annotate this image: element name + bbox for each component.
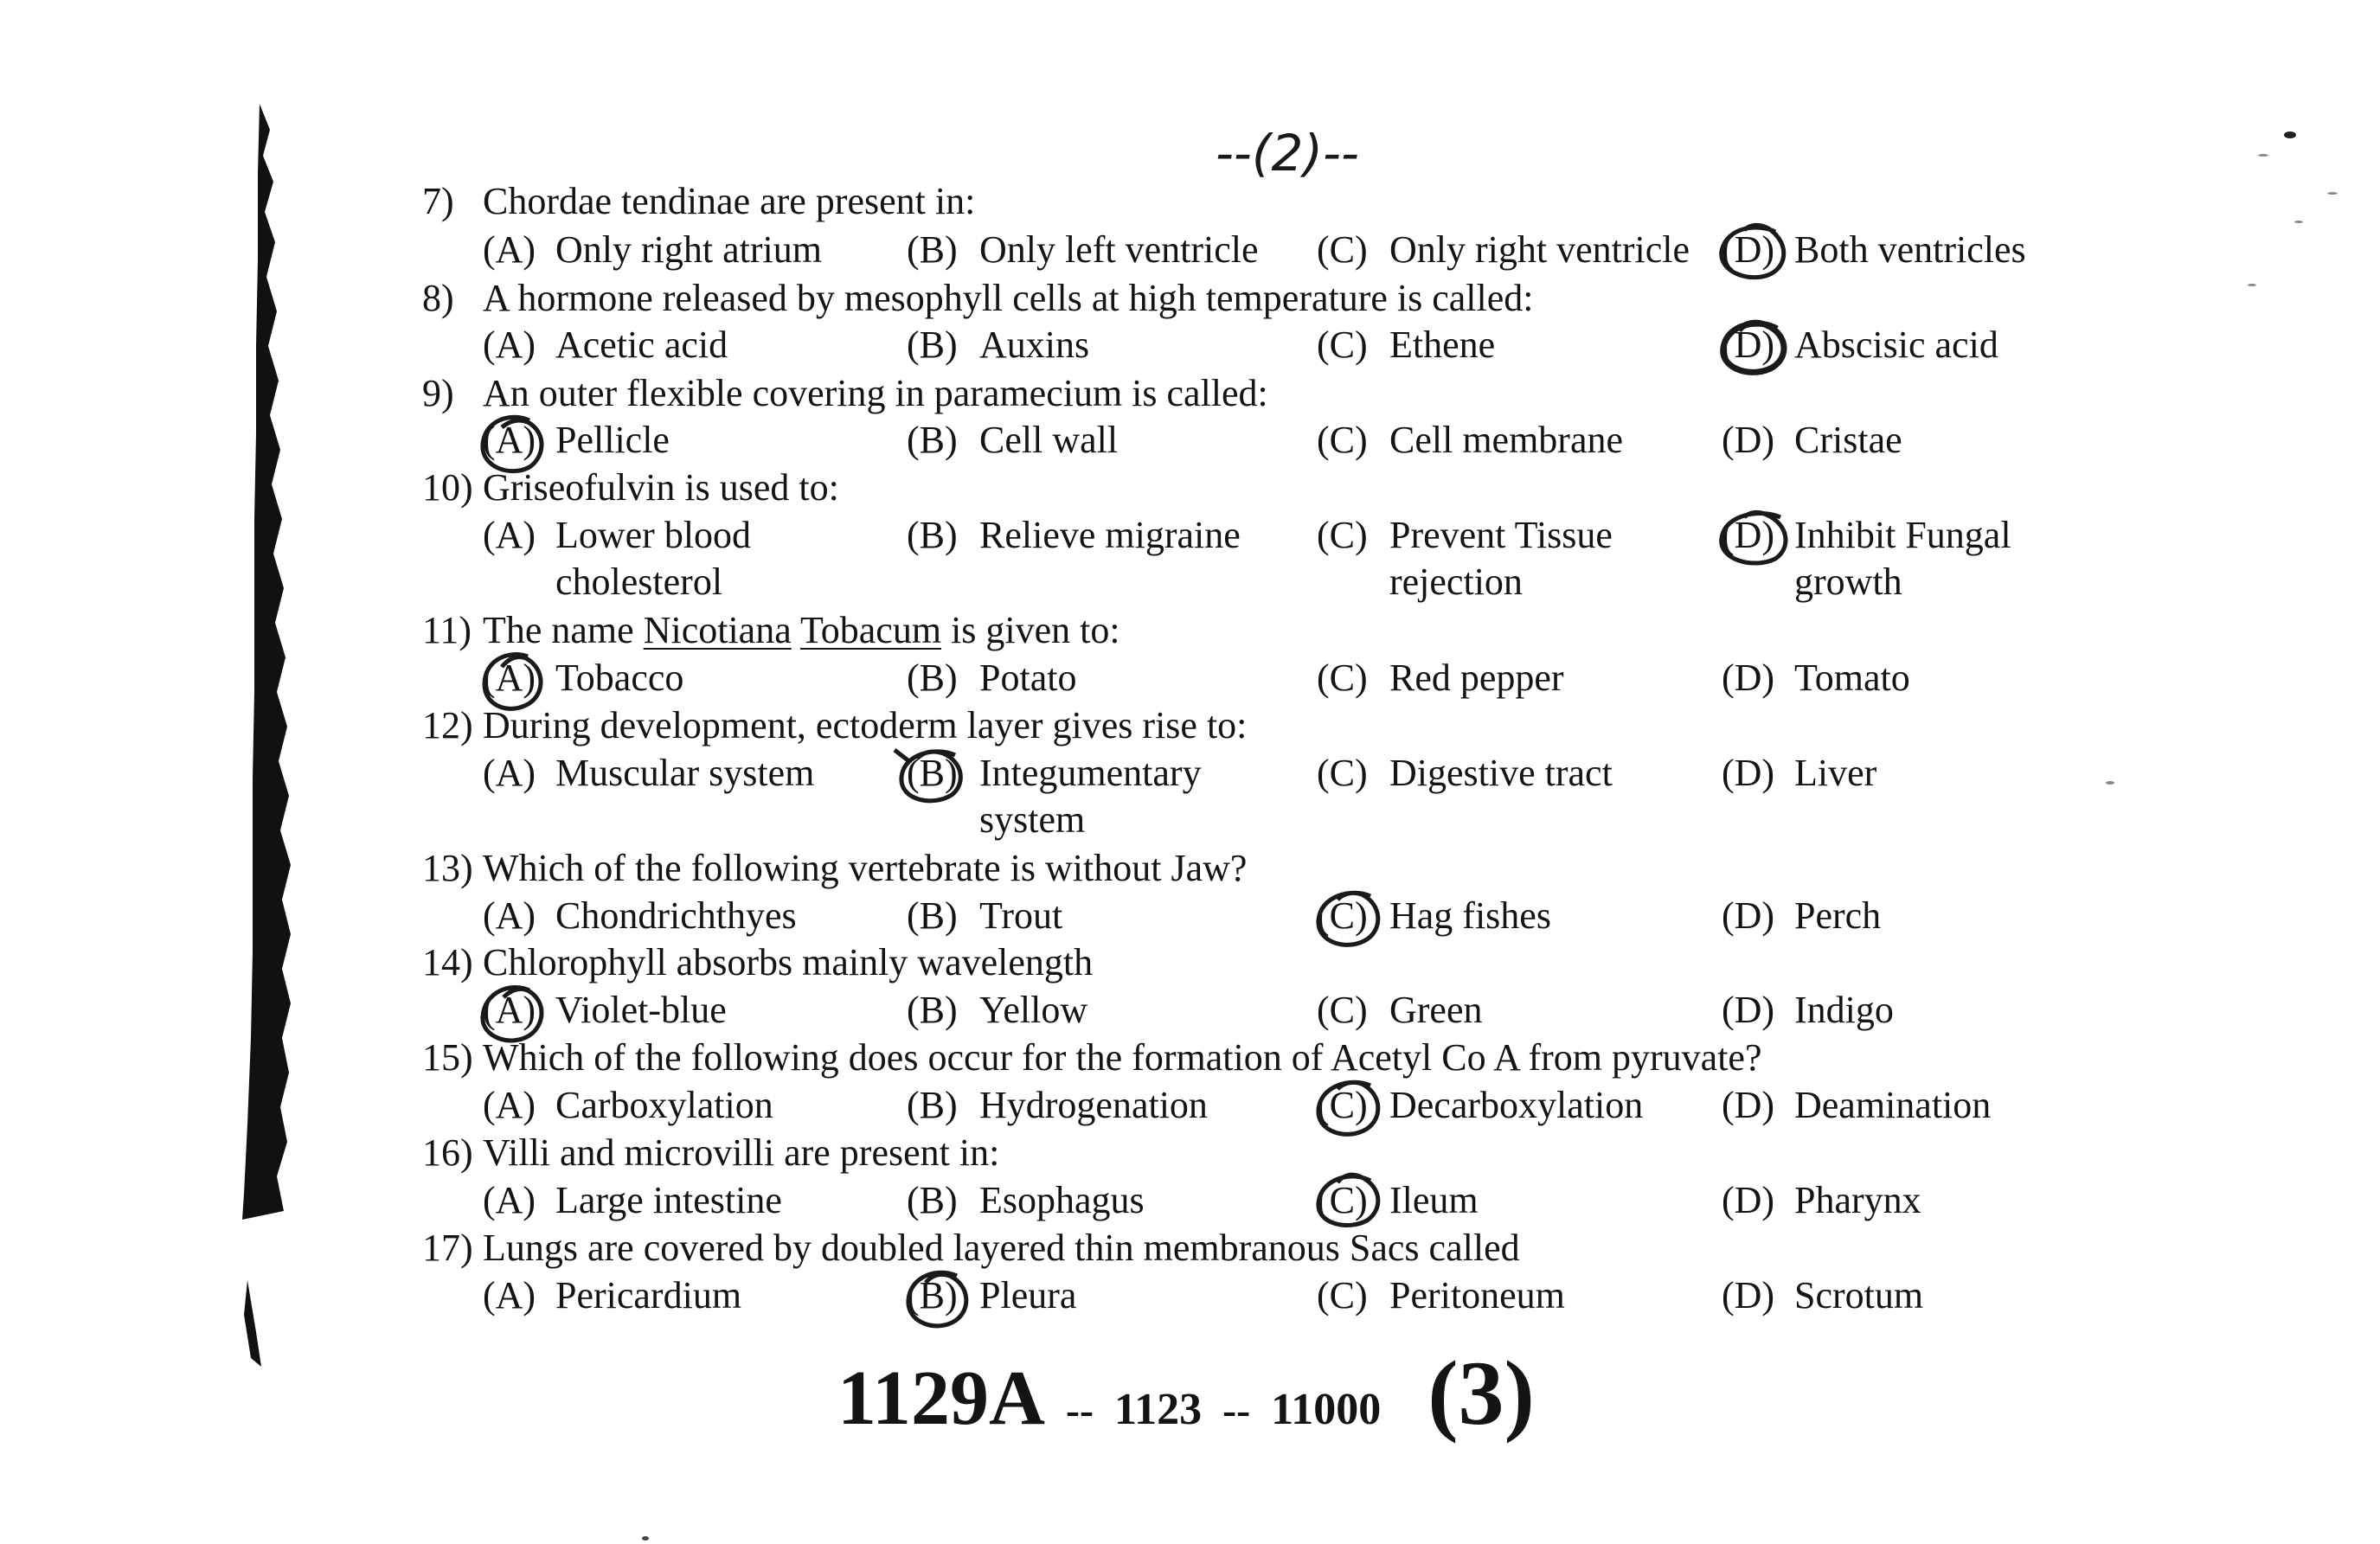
underlined-species: Tobacum <box>799 609 942 651</box>
option-16d <box>1722 1177 1921 1224</box>
option-label: (C) <box>1317 657 1368 699</box>
option-15b <box>907 1082 1208 1129</box>
option-label: (B) <box>907 419 958 461</box>
question-text: The name Nicotiana Tobacum is given to: <box>483 609 1120 651</box>
option-text: Tobacco <box>555 657 684 699</box>
page-number: (3) <box>1427 1342 1535 1444</box>
question-8 <box>422 275 1534 322</box>
option-text: Trout <box>979 894 1063 937</box>
question-number: 15) <box>422 1036 473 1079</box>
option-text: Only left ventricle <box>979 228 1259 271</box>
option-label: (C) <box>1317 514 1368 556</box>
question-text: Chlorophyll absorbs mainly wavelength <box>483 941 1094 983</box>
question-number: 14) <box>422 941 473 983</box>
question-text: A hormone released by mesophyll cells at high temperature is called: <box>483 277 1534 319</box>
question-number: 8) <box>422 277 454 319</box>
option-text: Only right atrium <box>555 228 822 271</box>
scan-speck <box>2258 154 2268 157</box>
option-text-line-1: Integumentary <box>979 752 1202 794</box>
scan-speck <box>2106 781 2114 785</box>
option-8a <box>483 322 728 368</box>
option-15d <box>1722 1082 1991 1129</box>
question-text: Which of the following vertebrate is without Jaw? <box>483 847 1248 889</box>
question-number: 10) <box>422 466 473 509</box>
question-14 <box>422 939 1093 986</box>
question-number: 11) <box>422 609 472 651</box>
option-12c <box>1317 750 1613 797</box>
option-text: Decarboxylation <box>1389 1084 1644 1126</box>
question-12 <box>422 702 1247 749</box>
option-17b <box>907 1272 1076 1319</box>
option-7b <box>907 227 1259 273</box>
option-11d <box>1722 655 1910 702</box>
option-label: (C) <box>1317 1179 1368 1221</box>
option-label: (D) <box>1722 324 1775 366</box>
option-label: (A) <box>483 324 536 366</box>
option-label: (A) <box>483 989 536 1031</box>
option-text: Auxins <box>979 324 1090 366</box>
option-text: Both ventricles <box>1794 228 2026 271</box>
footer-number-1: 1123 <box>1114 1385 1203 1434</box>
option-text: Liver <box>1794 752 1877 794</box>
option-label: (C) <box>1317 894 1368 937</box>
question-11 <box>422 607 1120 654</box>
question-16 <box>422 1130 999 1176</box>
option-label: (D) <box>1722 228 1775 271</box>
option-label: (A) <box>483 419 536 461</box>
option-label: (D) <box>1722 1179 1775 1221</box>
option-label: (A) <box>483 1179 536 1221</box>
option-label: (D) <box>1722 989 1775 1031</box>
option-text-line-2: growth <box>1794 561 1902 603</box>
option-text-line-1: Inhibit Fungal <box>1794 514 2011 556</box>
underlined-genus: Nicotiana <box>643 609 792 651</box>
scan-speck <box>2284 131 2296 138</box>
option-9a <box>483 417 670 464</box>
option-text: Hag fishes <box>1389 894 1551 937</box>
option-17a <box>483 1272 741 1319</box>
paper-footer <box>837 1341 1535 1446</box>
question-text: Villi and microvilli are present in: <box>483 1131 1000 1174</box>
option-11a <box>483 655 683 702</box>
option-label: (C) <box>1317 752 1368 794</box>
footer-separator: -- <box>1222 1387 1251 1433</box>
option-text: Muscular system <box>555 752 815 794</box>
option-13b <box>907 893 1062 939</box>
scan-speck <box>642 1536 649 1541</box>
question-number: 17) <box>422 1227 473 1269</box>
option-8d <box>1722 322 1998 368</box>
option-text: Hydrogenation <box>979 1084 1208 1126</box>
handwritten-page-marker <box>1216 117 1492 195</box>
option-label: (B) <box>907 752 958 794</box>
option-label: (D) <box>1722 657 1775 699</box>
option-label: (D) <box>1722 514 1775 556</box>
question-text: An outer flexible covering in paramecium is called: <box>483 372 1268 414</box>
option-17c <box>1317 1272 1565 1319</box>
question-number: 9) <box>422 372 454 414</box>
option-10b <box>907 512 1241 559</box>
question-15 <box>422 1035 1762 1081</box>
question-text: Which of the following does occur for the formation of Acetyl Co A from pyruvate? <box>483 1036 1762 1079</box>
option-text: Cristae <box>1794 419 1902 461</box>
option-text: Large intestine <box>555 1179 782 1221</box>
question-text: Lungs are covered by doubled layered thin membranous Sacs called <box>483 1227 1520 1269</box>
option-label: (A) <box>483 752 536 794</box>
option-label: (C) <box>1317 989 1368 1031</box>
option-label: (B) <box>907 1274 958 1317</box>
option-8c <box>1317 322 1495 368</box>
option-label: (A) <box>483 1274 536 1317</box>
question-10 <box>422 464 839 511</box>
option-text: Pharynx <box>1794 1179 1921 1221</box>
option-text: Cell membrane <box>1389 419 1624 461</box>
option-text: Acetic acid <box>555 324 728 366</box>
option-15c <box>1317 1082 1643 1129</box>
option-text-line-2: cholesterol <box>555 561 723 603</box>
option-text-line-2: rejection <box>1389 561 1523 603</box>
option-9d <box>1722 417 1902 464</box>
footer-number-2: 11000 <box>1271 1385 1382 1434</box>
question-number: 12) <box>422 704 473 746</box>
option-text-line-1: Lower blood <box>555 514 752 556</box>
option-10a <box>483 512 751 605</box>
option-label: (D) <box>1722 419 1775 461</box>
option-label: (A) <box>483 514 536 556</box>
option-10d <box>1722 512 2011 605</box>
option-text: Perch <box>1794 894 1882 937</box>
option-text: Only right ventricle <box>1389 228 1690 271</box>
option-14a <box>483 987 727 1034</box>
option-text: Peritoneum <box>1389 1274 1565 1317</box>
question-text: During development, ectoderm layer gives rise to: <box>483 704 1248 746</box>
scan-speck <box>2248 284 2256 286</box>
option-text: Red pepper <box>1389 657 1564 699</box>
option-12b <box>907 750 1202 843</box>
option-7d <box>1722 227 2026 273</box>
option-label: (A) <box>483 657 536 699</box>
question-9 <box>422 370 1268 417</box>
option-7a <box>483 227 822 273</box>
option-13d <box>1722 893 1881 939</box>
option-text: Esophagus <box>979 1179 1145 1221</box>
option-text: Yellow <box>979 989 1088 1031</box>
option-label: (B) <box>907 514 958 556</box>
option-7c <box>1317 227 1690 273</box>
option-text: Scrotum <box>1794 1274 1924 1317</box>
option-16c <box>1317 1177 1479 1224</box>
question-17 <box>422 1225 1520 1272</box>
option-label: (C) <box>1317 228 1368 271</box>
option-label: (C) <box>1317 1274 1368 1317</box>
option-label: (B) <box>907 1179 958 1221</box>
option-8b <box>907 322 1089 368</box>
option-label: (B) <box>907 1084 958 1126</box>
question-text: Griseofulvin is used to: <box>483 466 839 509</box>
option-text: Indigo <box>1794 989 1894 1031</box>
option-text: Ethene <box>1389 324 1496 366</box>
option-label: (D) <box>1722 894 1775 937</box>
question-number: 7) <box>422 180 454 222</box>
option-label: (A) <box>483 228 536 271</box>
binding-edge <box>0 0 294 1544</box>
option-text: Violet-blue <box>555 989 727 1031</box>
question-13 <box>422 845 1247 892</box>
option-text: Pellicle <box>555 419 670 461</box>
option-12a <box>483 750 814 797</box>
option-label: (C) <box>1317 419 1368 461</box>
option-text: Deamination <box>1794 1084 1992 1126</box>
option-13a <box>483 893 797 939</box>
option-text: Potato <box>979 657 1077 699</box>
option-text: Digestive tract <box>1389 752 1613 794</box>
option-label: (B) <box>907 657 958 699</box>
scan-speck <box>2327 192 2338 195</box>
option-text-line-1: Prevent Tissue <box>1389 514 1613 556</box>
option-15a <box>483 1082 773 1129</box>
option-label: (C) <box>1317 324 1368 366</box>
option-16b <box>907 1177 1145 1224</box>
page-marker-text: --(2)-- <box>1216 124 1359 183</box>
question-number: 16) <box>422 1131 473 1174</box>
option-label: (A) <box>483 1084 536 1126</box>
option-text: Chondrichthyes <box>555 894 797 937</box>
option-label: (A) <box>483 894 536 937</box>
option-text: Tomato <box>1794 657 1910 699</box>
option-10c <box>1317 512 1613 605</box>
option-17d <box>1722 1272 1923 1319</box>
option-text: Green <box>1389 989 1483 1031</box>
option-12d <box>1722 750 1876 797</box>
option-text: Pleura <box>979 1274 1077 1317</box>
option-text: Carboxylation <box>555 1084 773 1126</box>
option-label: (D) <box>1722 1274 1775 1317</box>
option-label: (B) <box>907 894 958 937</box>
footer-separator: -- <box>1066 1387 1094 1433</box>
option-text: Pericardium <box>555 1274 742 1317</box>
option-label: (B) <box>907 989 958 1031</box>
option-label: (C) <box>1317 1084 1368 1126</box>
option-14b <box>907 987 1087 1034</box>
option-9b <box>907 417 1118 464</box>
option-label: (B) <box>907 228 958 271</box>
option-text: Abscisic acid <box>1794 324 1998 366</box>
option-16a <box>483 1177 782 1224</box>
option-14c <box>1317 987 1483 1034</box>
option-11c <box>1317 655 1564 702</box>
option-14d <box>1722 987 1894 1034</box>
question-7 <box>422 178 975 225</box>
option-label: (D) <box>1722 752 1775 794</box>
paper-code: 1129A <box>837 1355 1046 1441</box>
option-9c <box>1317 417 1623 464</box>
option-11b <box>907 655 1076 702</box>
option-text: Relieve migraine <box>979 514 1241 556</box>
option-label: (B) <box>907 324 958 366</box>
scan-speck <box>2294 221 2303 223</box>
option-label: (D) <box>1722 1084 1775 1126</box>
option-text: Ileum <box>1389 1179 1479 1221</box>
option-13c <box>1317 893 1551 939</box>
question-text: Chordae tendinae are present in: <box>483 180 976 222</box>
option-text-line-2: system <box>979 798 1086 841</box>
option-text: Cell wall <box>979 419 1119 461</box>
question-number: 13) <box>422 847 473 889</box>
